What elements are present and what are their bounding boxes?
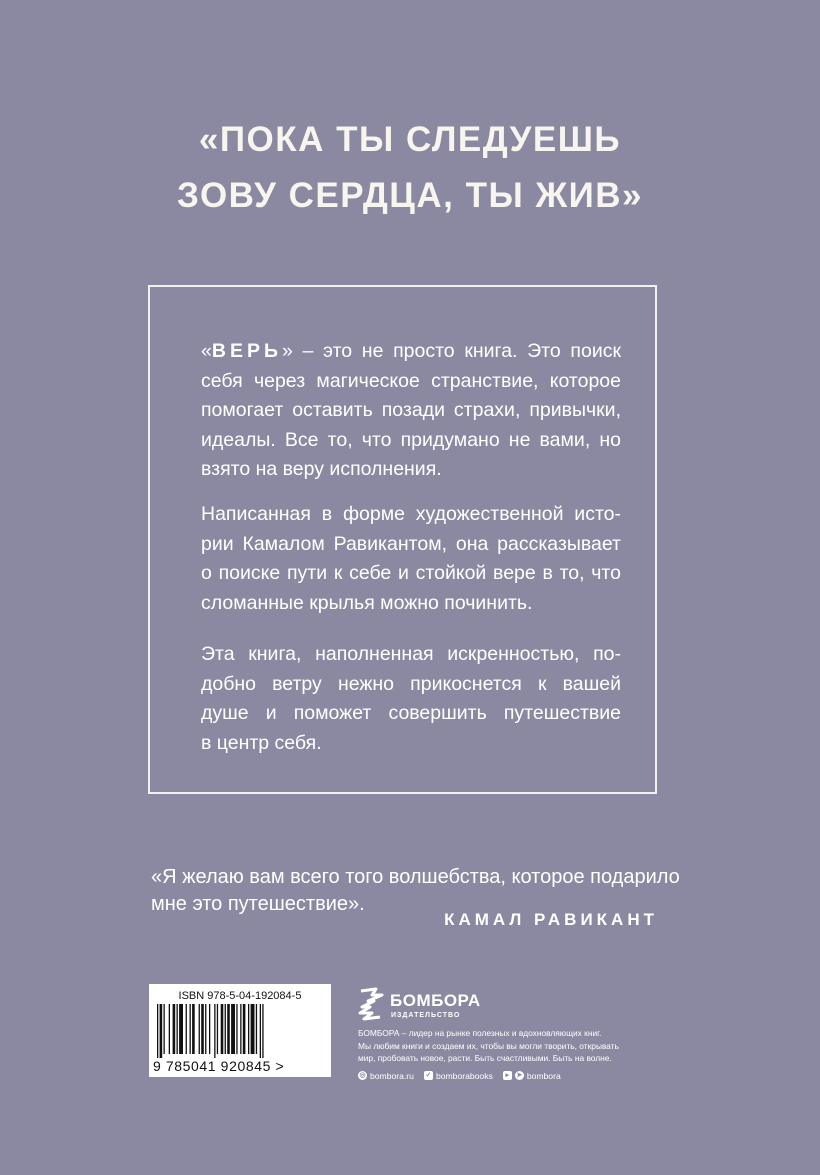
barcode-bar: [251, 1004, 255, 1054]
barcode-bar: [173, 1004, 176, 1054]
barcode-bar: [231, 1004, 235, 1054]
vk-icon: ✓: [425, 1072, 432, 1079]
blurb-p1-line-2: себя через магическое странствие, которое: [201, 369, 621, 392]
publisher-block: [358, 987, 648, 1081]
blurb-p3-line-2: добно ветру нежно прикоснется к вашей: [201, 672, 621, 695]
barcode-bar: [201, 1004, 204, 1054]
barcode-bar: [248, 1004, 249, 1054]
blurb-p2-line-1: Написанная в форме художественной исто-: [201, 503, 621, 525]
barcode-bar: [186, 1004, 187, 1054]
blurb-p3-line-3: душе и поможет совершить путешествие: [201, 702, 621, 725]
barcode-bar: [205, 1004, 206, 1054]
blurb-p2-line-2: рии Камалом Равикантом, она рассказывает: [201, 532, 621, 555]
barcode-bar: [199, 1004, 200, 1054]
social-youtube-telegram[interactable]: [503, 1071, 561, 1081]
isbn-text: ISBN 978-5-04-192084-5: [178, 990, 302, 1002]
social-instagram-label: bombora.ru: [370, 1070, 414, 1081]
social-vk-label: bomborabooks: [435, 1070, 493, 1081]
quote-line-2: мне это путешествие».: [151, 893, 365, 915]
publisher-socials: [358, 1071, 648, 1081]
social-instagram[interactable]: [358, 1071, 414, 1081]
blurb-p1-line-5: взято на веру исполнения.: [201, 458, 442, 481]
telegram-icon: ➤: [516, 1072, 523, 1079]
blurb-p1-line-3: помогает оставить позади страхи, привычки,: [201, 399, 621, 422]
barcode-bar: [209, 1004, 210, 1054]
barcode-bar: [243, 1004, 246, 1054]
social-bombora-label: bombora: [526, 1070, 561, 1081]
barcode-bar: [169, 1004, 170, 1054]
barcode-bar: [236, 1004, 237, 1054]
headline-line-2: ЗОВУ СЕРДЦА, ТЫ ЖИВ»: [176, 176, 643, 215]
barcode-bar: [177, 1004, 178, 1054]
social-vk[interactable]: [424, 1071, 493, 1081]
instagram-icon: ◎: [359, 1072, 366, 1079]
barcode-bars: [157, 1004, 323, 1058]
blurb-p1-rest: » – это не просто книга. Это поиск: [281, 340, 621, 362]
publisher-name: БОМБОРА: [390, 991, 481, 1010]
bombora-logo-icon: [358, 987, 386, 1023]
barcode-bar: [190, 1004, 191, 1054]
barcode-bar: [240, 1004, 241, 1054]
publisher-logo: [358, 987, 648, 1027]
blurb-p1-line-1: [201, 337, 621, 367]
youtube-icon: ▸: [503, 1071, 512, 1080]
cover-headline: [0, 112, 820, 224]
blurb-paragraph-3: [201, 640, 621, 758]
blurb-p2-line-3: о поиске пути к себе и стойкой вере в то, что: [201, 562, 621, 585]
barcode-bar: [192, 1004, 195, 1054]
blurb-p3-line-4: в центр себя.: [201, 731, 322, 754]
barcode-bar: [256, 1004, 257, 1054]
quote-line-1: «Я желаю вам всего того волшебства, которое подарило: [151, 866, 680, 888]
blurb-p1-line-4: идеалы. Все то, что придумано не вами, но: [201, 428, 621, 451]
author-name: КАМАЛ РАВИКАНТ: [444, 910, 658, 929]
barcode-bar: [179, 1004, 183, 1054]
barcode-bar: [157, 1004, 158, 1058]
headline-line-1: «ПОКА ТЫ СЛЕДУЕШЬ: [198, 120, 622, 159]
barcode-bar: [262, 1004, 263, 1058]
blurb-p3-line-1: Эта книга, наполненная искренностью, по-: [201, 643, 621, 665]
barcode-bar: [260, 1004, 261, 1058]
open-quote: «: [201, 340, 212, 362]
publisher-desc-line-3: мир, пробовать новое, расти. Быть счастливыми. Быть на волне.: [358, 1053, 612, 1063]
barcode-bar: [164, 1004, 165, 1054]
publisher-desc-line-2: Мы любим книги и создаем их, чтобы вы могли творить, открывать: [358, 1040, 619, 1051]
barcode-bar: [225, 1004, 226, 1054]
barcode-bar: [221, 1004, 224, 1054]
publisher-description: [358, 1027, 648, 1065]
blurb-paragraph-1: [201, 337, 621, 485]
publisher-subtitle: ИЗДАТЕЛЬСТВО: [391, 1012, 461, 1019]
isbn-barcode: [149, 984, 331, 1077]
barcode-bar: [160, 1004, 163, 1058]
book-title: ВЕРЬ: [211, 340, 282, 362]
blurb-paragraph-2: [201, 500, 621, 618]
barcode-bar: [217, 1004, 218, 1054]
barcode-bar: [214, 1004, 215, 1058]
barcode-bar: [227, 1004, 230, 1054]
blurb-p2-line-4: сломанные крылья можно починить.: [201, 591, 533, 614]
publisher-desc-line-1: БОМБОРА – лидер на рынке полезных и вдохновляющих книг.: [358, 1028, 602, 1038]
barcode-digits: 9 785041 920845 >: [153, 1058, 285, 1074]
